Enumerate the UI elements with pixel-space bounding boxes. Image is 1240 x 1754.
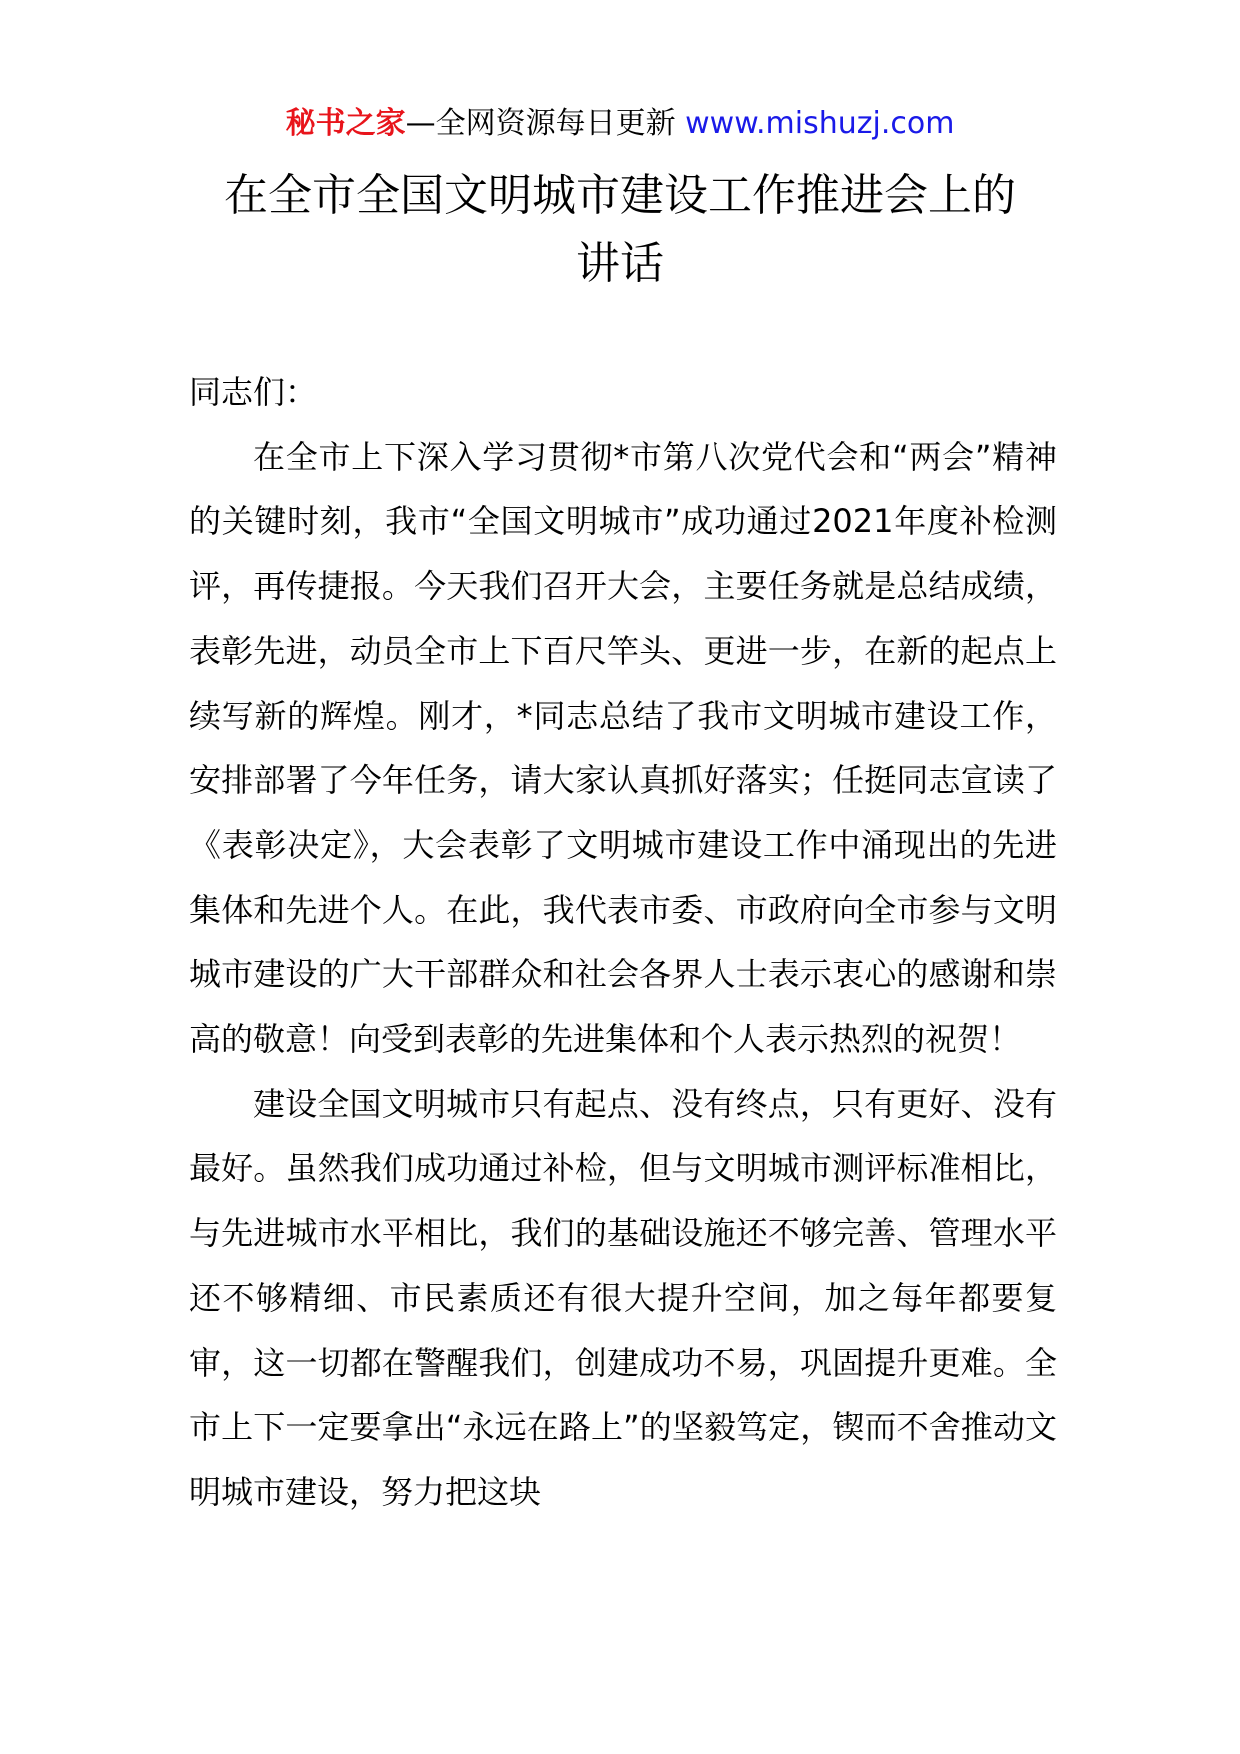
- site-url: www.mishuzj.com: [685, 106, 955, 141]
- document-title: [180, 162, 1060, 298]
- paragraph-1: 在全市上下深入学习贯彻*市第八次党代会和“两会”精神的关键时刻，我市“全国文明城市”成功通过2021年度补检测评，再传捷报。今天我们召开大会，主要任务就是总结成绩，表彰先进，动员全市上下百尺竿头、更进一步，在新的起点上续写新的辉煌。刚才，*同志总结了我市文明城市建设工作，安排部署了今年任务，请大家认真抓好落实；任挺同志宣读了《表彰决定》，大会表彰了文明城市建设工作中涌现出的先进集体和先进个人。在此，我代表市委、市政府向全市参与文明城市建设的广大干部群众和社会各界人士表示衷心的感谢和崇高的敬意！向受到表彰的先进集体和个人表示热烈的祝贺！: [189, 437, 1057, 1059]
- title-line-2: 讲话: [576, 238, 664, 289]
- title-line-1: 在全市全国文明城市建设工作推进会上的: [224, 170, 1016, 221]
- document-body: [189, 360, 1057, 1525]
- paragraph-2: 建设全国文明城市只有起点、没有终点，只有更好、没有最好。虽然我们成功通过补检，但与文明城市测评标准相比，与先进城市水平相比，我们的基础设施还不够完善、管理水平还不够精细、市民素质还有很大提升空间，加之每年都要复审，这一切都在警醒我们，创建成功不易，巩固提升更难。全市上下一定要拿出“永远在路上”的坚毅笃定，锲而不舍推动文明城市建设，努力把这块: [189, 1084, 1057, 1511]
- brand-name: 秘书之家: [285, 106, 406, 141]
- site-header: [0, 100, 1240, 148]
- salutation: 同志们：: [189, 373, 318, 411]
- header-slogan: —全网资源每日更新: [405, 106, 686, 141]
